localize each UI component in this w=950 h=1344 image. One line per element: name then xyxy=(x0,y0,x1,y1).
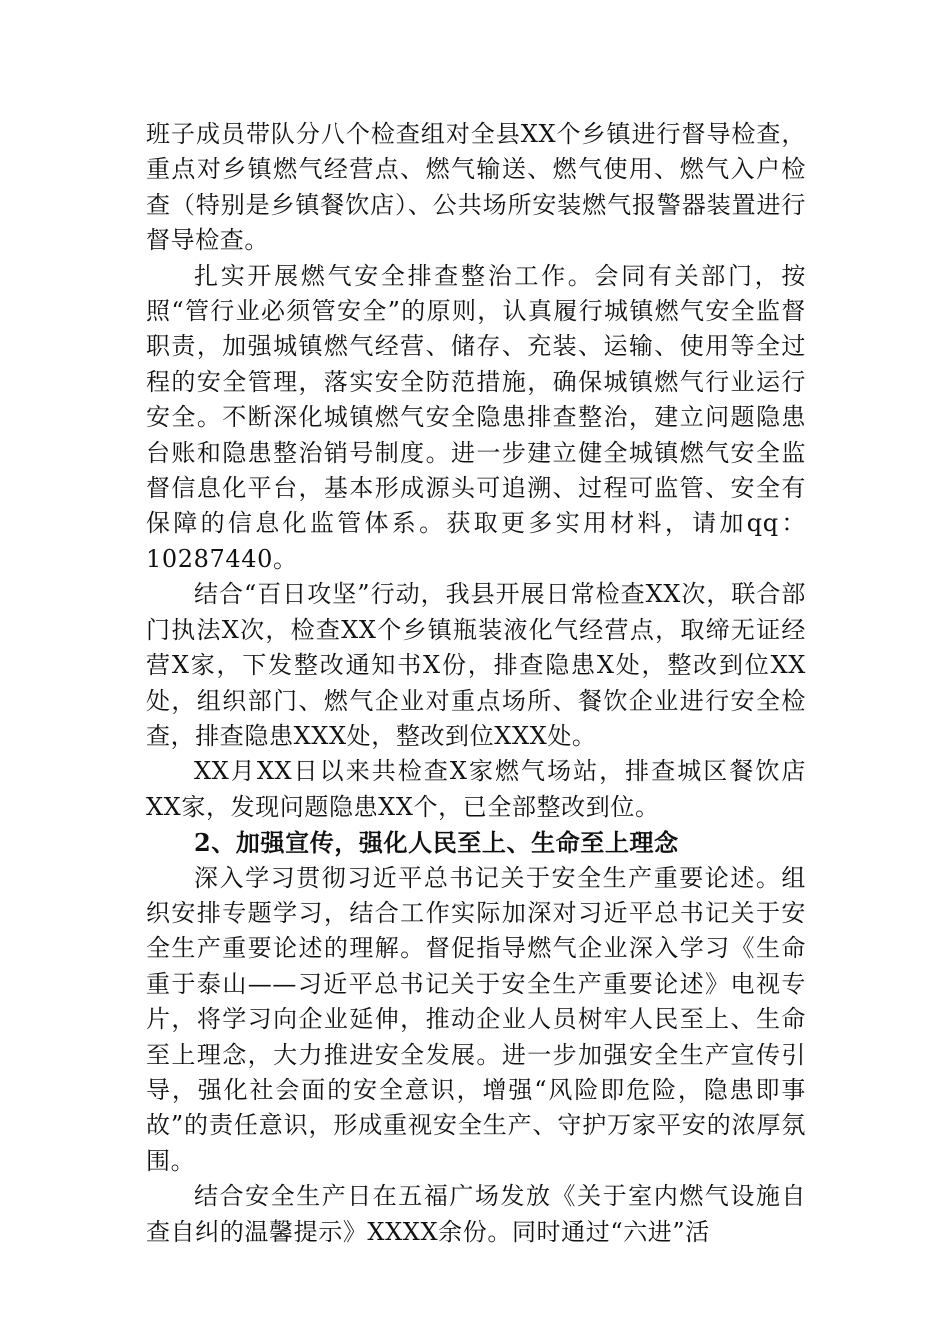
paragraph-continued: 班子成员带队分八个检查组对全县XX个乡镇进行督导检查，重点对乡镇燃气经营点、燃气输送、燃气使用、燃气入户检查（特别是乡镇餐饮店）、公共场所安装燃气报警器装置进行督导检查。 xyxy=(146,120,806,255)
document-body xyxy=(146,117,806,1250)
section-heading: 2、加强宣传，强化人民至上、生命至上理念 xyxy=(194,828,679,858)
paragraph-hundred-day-campaign: 结合“百日攻坚”行动，我县开展日常检查XX次，联合部门执法X次，检查XX个乡镇瓶装液化气经营点，取缔无证经营X家，下发整改通知书X份，排查隐患X处，整改到位XX处，组织部门、燃气企业对重点场所、餐饮企业进行安全检查，排查隐患XXX处，整改到位XXX处。 xyxy=(146,580,806,750)
paragraph-safety-day-distribution: 结合安全生产日在五福广场发放《关于室内燃气设施自查自纠的温馨提示》XXXX余份。同时通过“六进”活 xyxy=(146,1182,806,1246)
paragraph-station-inspection: XX月XX日以来共检查X家燃气场站，排查城区餐饮店XX家，发现问题隐患XX个，已全部整改到位。 xyxy=(146,757,806,821)
paragraph-study-safety-discourse: 深入学习贯彻习近平总书记关于安全生产重要论述。组织安排专题学习，结合工作实际加深对习近平总书记关于安全生产重要论述的理解。督促指导燃气企业深入学习《生命重于泰山——习近平总书记关于安全生产重要论述》电视专片，将学习向企业延伸，推动企业人员树牢人民至上、生命至上理念，大力推进安全发展。进一步加强安全生产宣传引导，强化社会面的安全意识，增强“风险即危险，隐患即事故”的责任意识，形成重视安全生产、守护万家平安的浓厚氛围。 xyxy=(146,863,806,1175)
paragraph-gas-safety-rectification: 扎实开展燃气安全排查整治工作。会同有关部门，按照“管行业必须管安全”的原则，认真履行城镇燃气安全监督职责，加强城镇燃气经营、储存、充装、运输、使用等全过程的安全管理，落实安全防范措施，确保城镇燃气行业运行安全。不断深化城镇燃气安全隐患排查整治，建立问题隐患台账和隐患整治销号制度。进一步建立健全城镇燃气安全监督信息化平台，基本形成源头可追溯、过程可监管、安全有保障的信息化监管体系。获取更多实用材料，请加qq：10287440。 xyxy=(146,261,806,573)
